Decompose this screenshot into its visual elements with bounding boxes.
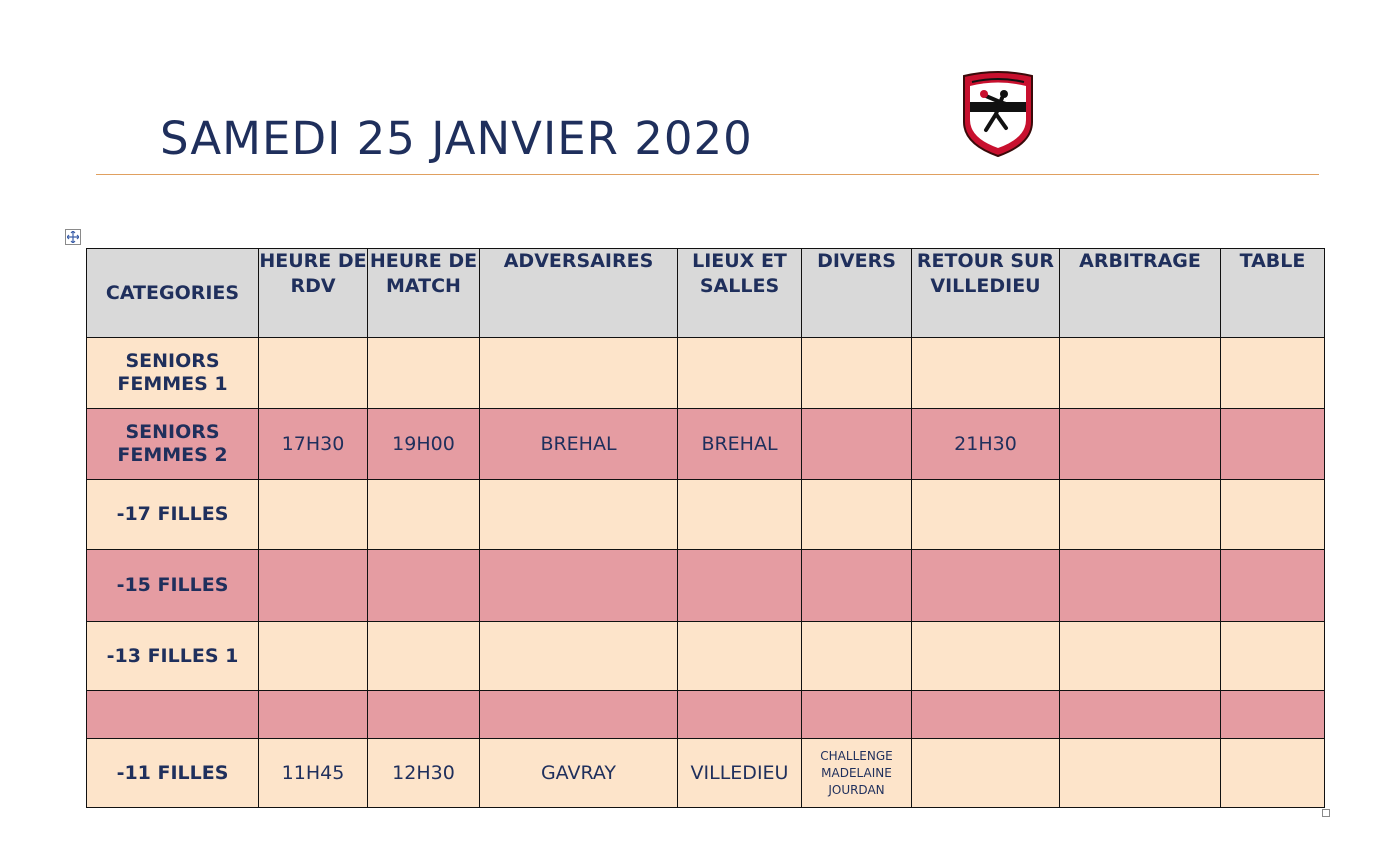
table-cell[interactable] bbox=[678, 550, 802, 622]
table-cell[interactable] bbox=[678, 622, 802, 691]
table-cell[interactable]: 17H30 bbox=[259, 409, 368, 480]
table-cell[interactable] bbox=[480, 622, 678, 691]
table-cell[interactable] bbox=[368, 550, 480, 622]
table-cell[interactable] bbox=[802, 622, 912, 691]
table-cell[interactable]: BREHAL bbox=[678, 409, 802, 480]
table-cell[interactable] bbox=[259, 480, 368, 550]
table-row bbox=[87, 409, 1325, 480]
table-cell[interactable] bbox=[259, 550, 368, 622]
table-cell[interactable] bbox=[912, 338, 1060, 409]
table-cell[interactable]: CHALLENGE MADELAINE JOURDAN bbox=[802, 739, 912, 808]
schedule-table bbox=[86, 248, 1325, 808]
header-cell: HEURE DE RDV bbox=[259, 249, 368, 338]
table-row bbox=[87, 691, 1325, 739]
table-cell[interactable] bbox=[1060, 338, 1221, 409]
table-cell[interactable] bbox=[678, 338, 802, 409]
table-cell[interactable]: GAVRAY bbox=[480, 739, 678, 808]
header-cell: CATEGORIES bbox=[87, 249, 259, 338]
table-cell[interactable] bbox=[480, 691, 678, 739]
table-row bbox=[87, 739, 1325, 808]
header-cell: DIVERS bbox=[802, 249, 912, 338]
table-row bbox=[87, 338, 1325, 409]
table-cell[interactable] bbox=[480, 338, 678, 409]
table-cell[interactable] bbox=[912, 739, 1060, 808]
table-cell[interactable] bbox=[802, 691, 912, 739]
table-cell[interactable] bbox=[1060, 480, 1221, 550]
table-cell[interactable] bbox=[480, 550, 678, 622]
table-cell[interactable] bbox=[1060, 622, 1221, 691]
table-cell[interactable]: 21H30 bbox=[912, 409, 1060, 480]
category-cell[interactable]: -13 FILLES 1 bbox=[87, 622, 259, 691]
table-cell[interactable] bbox=[259, 622, 368, 691]
header-cell: ADVERSAIRES bbox=[480, 249, 678, 338]
table-cell[interactable] bbox=[1060, 550, 1221, 622]
table-cell[interactable] bbox=[368, 338, 480, 409]
table-cell[interactable]: 11H45 bbox=[259, 739, 368, 808]
table-cell[interactable] bbox=[1221, 691, 1325, 739]
header-cell: HEURE DE MATCH bbox=[368, 249, 480, 338]
table-cell[interactable] bbox=[678, 691, 802, 739]
table-cell[interactable] bbox=[259, 338, 368, 409]
table-cell[interactable] bbox=[259, 691, 368, 739]
table-cell[interactable] bbox=[1221, 338, 1325, 409]
category-cell[interactable]: SENIORS FEMMES 1 bbox=[87, 338, 259, 409]
table-row bbox=[87, 622, 1325, 691]
title-underline bbox=[96, 174, 1319, 175]
table-row bbox=[87, 480, 1325, 550]
table-cell[interactable] bbox=[1060, 691, 1221, 739]
table-cell[interactable] bbox=[1221, 409, 1325, 480]
category-cell[interactable]: -11 FILLES bbox=[87, 739, 259, 808]
header-cell: RETOUR SUR VILLEDIEU bbox=[912, 249, 1060, 338]
table-cell[interactable] bbox=[368, 691, 480, 739]
table-cell[interactable] bbox=[368, 622, 480, 691]
category-cell[interactable]: SENIORS FEMMES 2 bbox=[87, 409, 259, 480]
club-logo bbox=[960, 70, 1036, 158]
table-cell[interactable] bbox=[802, 480, 912, 550]
table-cell[interactable] bbox=[1060, 739, 1221, 808]
table-cell[interactable] bbox=[1221, 739, 1325, 808]
table-cell[interactable]: 12H30 bbox=[368, 739, 480, 808]
table-resize-handle[interactable] bbox=[1322, 809, 1330, 817]
table-cell[interactable] bbox=[802, 409, 912, 480]
header-cell: TABLE bbox=[1221, 249, 1325, 338]
table-cell[interactable] bbox=[1221, 622, 1325, 691]
table-cell[interactable]: VILLEDIEU bbox=[678, 739, 802, 808]
table-move-handle[interactable] bbox=[65, 229, 81, 245]
table-cell[interactable]: BREHAL bbox=[480, 409, 678, 480]
category-cell[interactable] bbox=[87, 691, 259, 739]
table-cell[interactable] bbox=[912, 480, 1060, 550]
table-cell[interactable] bbox=[480, 480, 678, 550]
page-title: SAMEDI 25 JANVIER 2020 bbox=[160, 112, 753, 165]
table-cell[interactable] bbox=[1221, 480, 1325, 550]
table-cell[interactable]: 19H00 bbox=[368, 409, 480, 480]
move-icon bbox=[67, 231, 79, 243]
table-cell[interactable] bbox=[678, 480, 802, 550]
category-cell[interactable]: -17 FILLES bbox=[87, 480, 259, 550]
header-row bbox=[87, 249, 1325, 338]
header-cell: LIEUX ET SALLES bbox=[678, 249, 802, 338]
table-cell[interactable] bbox=[368, 480, 480, 550]
table-cell[interactable] bbox=[802, 338, 912, 409]
table-cell[interactable] bbox=[912, 622, 1060, 691]
table-cell[interactable] bbox=[802, 550, 912, 622]
table-cell[interactable] bbox=[912, 550, 1060, 622]
table-cell[interactable] bbox=[912, 691, 1060, 739]
header-cell: ARBITRAGE bbox=[1060, 249, 1221, 338]
table-cell[interactable] bbox=[1060, 409, 1221, 480]
category-cell[interactable]: -15 FILLES bbox=[87, 550, 259, 622]
table-cell[interactable] bbox=[1221, 550, 1325, 622]
table-row bbox=[87, 550, 1325, 622]
